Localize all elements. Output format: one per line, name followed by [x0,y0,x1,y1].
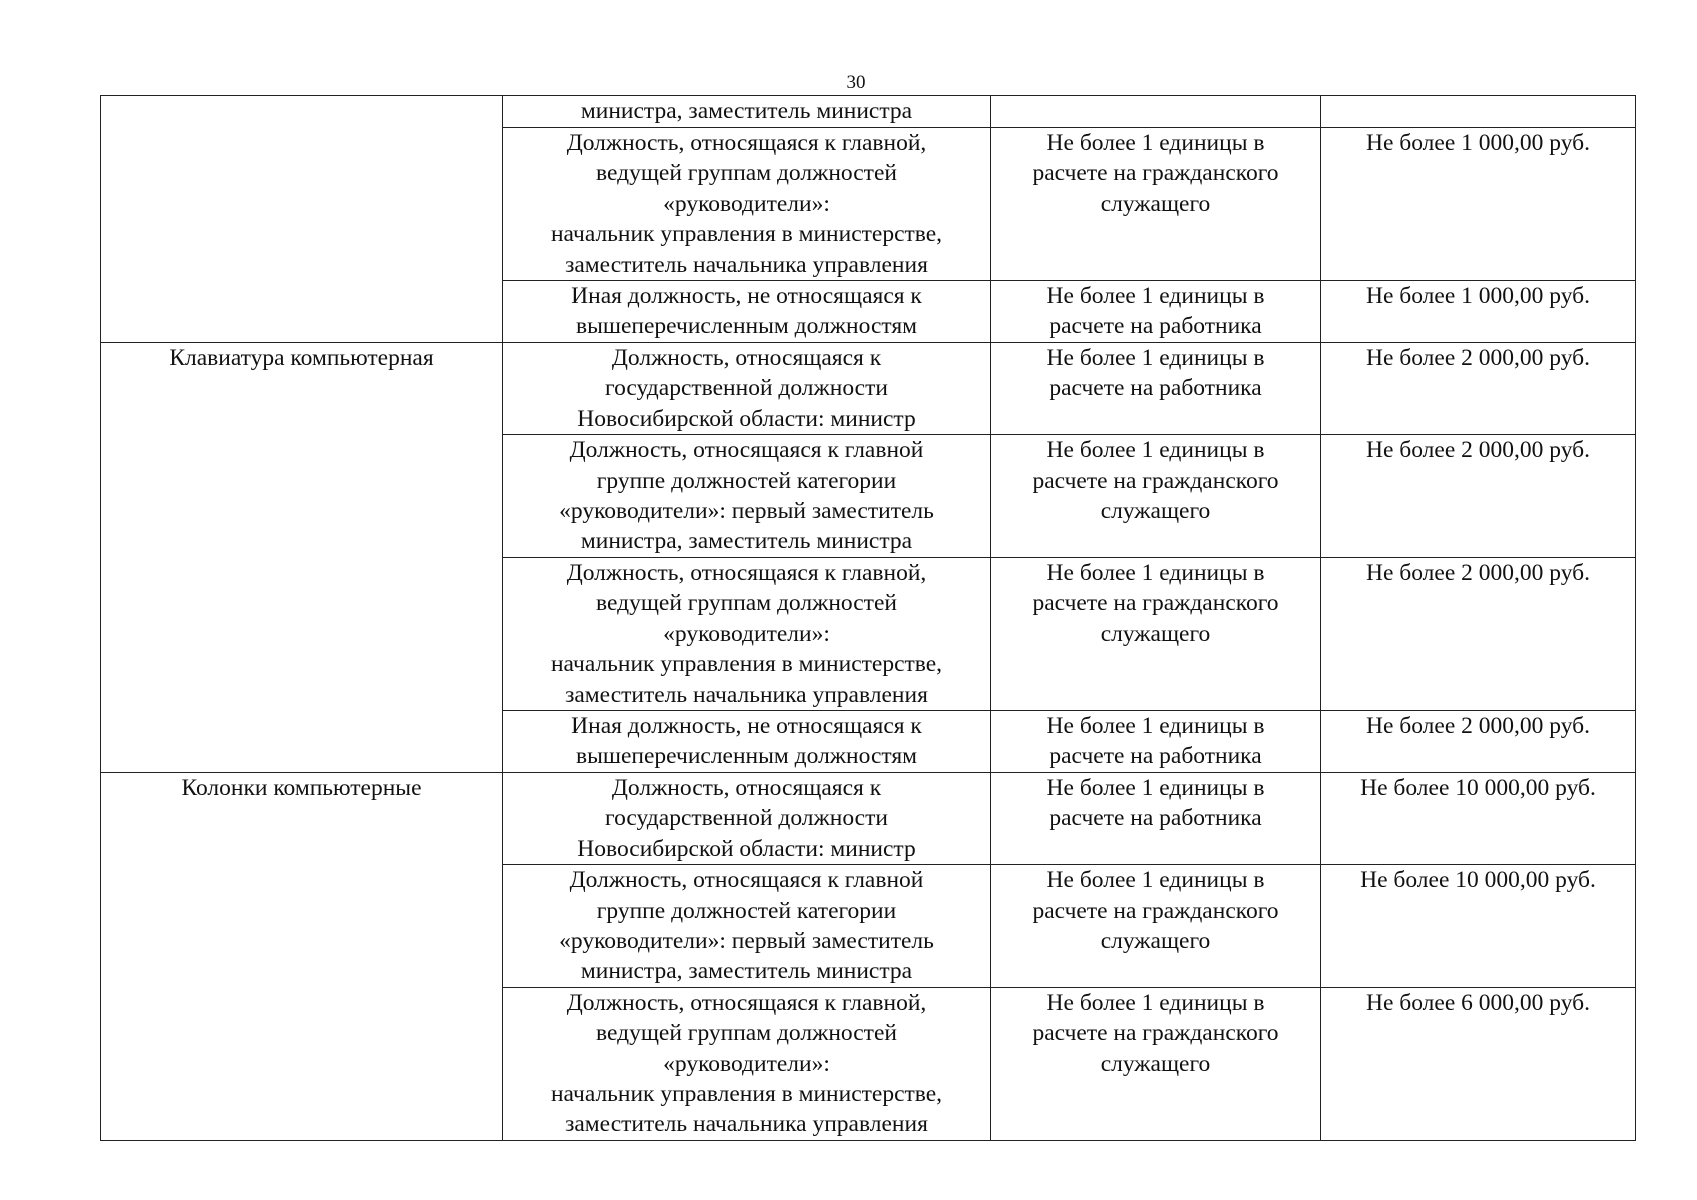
quantity-cell: Не более 1 единицы в расчете на гражданского служащего [991,865,1321,988]
quantity-cell [991,96,1321,128]
position-cell: Иная должность, не относящаяся к вышеперечисленным должностям [503,281,991,343]
norms-table [100,95,1636,1141]
quantity-cell: Не более 1 единицы в расчете на работника [991,281,1321,343]
quantity-cell: Не более 1 единицы в расчете на гражданского служащего [991,128,1321,281]
price-cell: Не более 6 000,00 руб. [1321,987,1636,1140]
quantity-cell: Не более 1 единицы в расчете на работника [991,772,1321,864]
item-name-cell: Клавиатура компьютерная [101,343,503,773]
quantity-cell: Не более 1 единицы в расчете на работника [991,710,1321,772]
page-number: 30 [846,72,866,93]
price-cell: Не более 1 000,00 руб. [1321,128,1636,281]
price-cell [1321,96,1636,128]
price-cell: Не более 2 000,00 руб. [1321,343,1636,435]
quantity-cell: Не более 1 единицы в расчете на гражданского служащего [991,987,1321,1140]
position-cell: Должность, относящаяся к главной, ведущей группам должностей «руководители»: начальник управления в министерстве, заместитель начальника управления [503,987,991,1140]
quantity-cell: Не более 1 единицы в расчете на гражданского служащего [991,557,1321,710]
price-cell: Не более 10 000,00 руб. [1321,865,1636,988]
position-cell: Должность, относящаяся к главной группе должностей категории «руководители»: первый заместитель министра, заместитель министра [503,435,991,558]
price-cell: Не более 1 000,00 руб. [1321,281,1636,343]
item-name-cell [101,96,503,343]
price-cell: Не более 2 000,00 руб. [1321,435,1636,558]
quantity-cell: Не более 1 единицы в расчете на работника [991,343,1321,435]
position-cell: Должность, относящаяся к главной, ведущей группам должностей «руководители»: начальник управления в министерстве, заместитель начальника управления [503,557,991,710]
position-cell: Должность, относящаяся к государственной должности Новосибирской области: министр [503,343,991,435]
price-cell: Не более 2 000,00 руб. [1321,557,1636,710]
item-name-cell: Колонки компьютерные [101,772,503,1140]
position-cell: Должность, относящаяся к главной, ведущей группам должностей «руководители»: начальник управления в министерстве, заместитель начальника управления [503,128,991,281]
quantity-cell: Не более 1 единицы в расчете на гражданского служащего [991,435,1321,558]
price-cell: Не более 10 000,00 руб. [1321,772,1636,864]
position-cell: Иная должность, не относящаяся к вышеперечисленным должностям [503,710,991,772]
table-row [101,772,1636,864]
position-cell: министра, заместитель министра [503,96,991,128]
table-row [101,343,1636,435]
position-cell: Должность, относящаяся к главной группе должностей категории «руководители»: первый заместитель министра, заместитель министра [503,865,991,988]
price-cell: Не более 2 000,00 руб. [1321,710,1636,772]
table-row [101,96,1636,128]
position-cell: Должность, относящаяся к государственной должности Новосибирской области: министр [503,772,991,864]
